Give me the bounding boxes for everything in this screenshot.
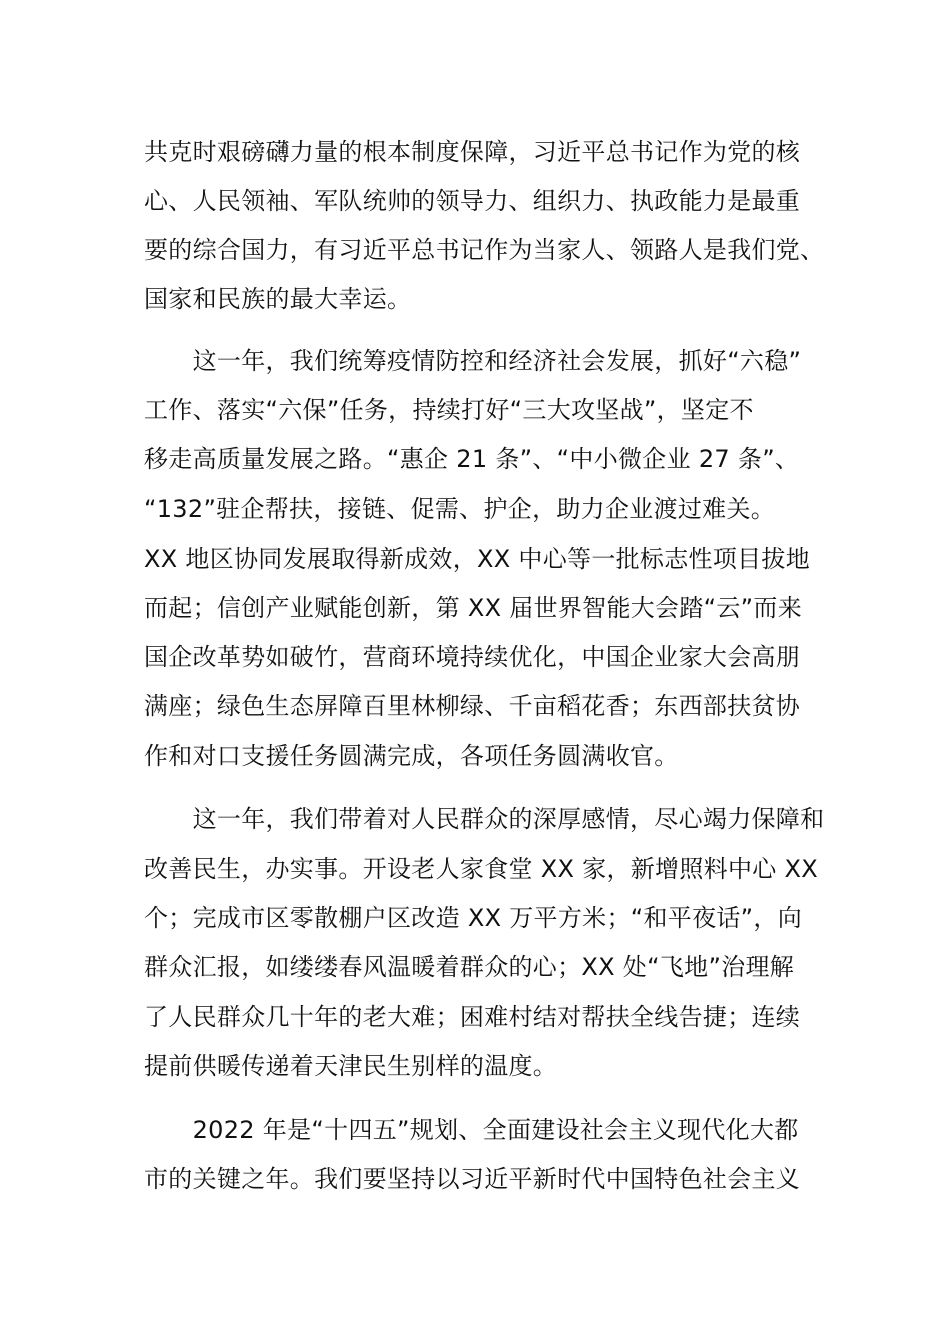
text-line: 而起；信创产业赋能创新，第 XX 届世界智能大会踏“云”而来	[144, 594, 803, 622]
text-line: 作和对口支援任务圆满完成，各项任务圆满收官。	[144, 742, 679, 770]
text-line: 了人民群众几十年的老大难；困难村结对帮扶全线告捷；连续	[144, 1003, 801, 1031]
text-line: 移走高质量发展之路。“惠企 21 条”、“中小微企业 27 条”、	[144, 445, 800, 473]
text-line: 这一年，我们统筹疫情防控和经济社会发展，抓好“六稳”	[144, 347, 802, 375]
text-line: 工作、落实“六保”任务，持续打好“三大攻坚战”，坚定不	[144, 396, 754, 424]
text-line: “132”驻企帮扶，接链、促需、护企，助力企业渡过难关。	[144, 495, 776, 523]
text-line: 共克时艰磅礴力量的根本制度保障，习近平总书记作为党的核	[144, 138, 801, 166]
text-line: XX 地区协同发展取得新成效，XX 中心等一批标志性项目拔地	[144, 545, 811, 573]
text-line: 市的关键之年。我们要坚持以习近平新时代中国特色社会主义	[144, 1165, 801, 1193]
text-line: 这一年，我们带着对人民群众的深厚感情，尽心竭力保障和	[144, 805, 825, 833]
text-line: 改善民生，办实事。开设老人家食堂 XX 家，新增照料中心 XX	[144, 855, 818, 883]
text-line: 提前供暖传递着天津民生别样的温度。	[144, 1052, 558, 1080]
text-line: 要的综合国力，有习近平总书记作为当家人、领路人是我们党、	[144, 236, 825, 264]
text-line: 国企改革势如破竹，营商环境持续优化，中国企业家大会高朋	[144, 643, 801, 671]
text-line: 满座；绿色生态屏障百里林柳绿、千亩稻花香；东西部扶贫协	[144, 692, 801, 720]
text-line: 2022 年是“十四五”规划、全面建设社会主义现代化大都	[144, 1116, 799, 1144]
text-line: 国家和民族的最大幸运。	[144, 285, 412, 313]
text-line: 群众汇报，如缕缕春风温暖着群众的心；XX 处“飞地”治理解	[144, 953, 795, 981]
text-line: 个；完成市区零散棚户区改造 XX 万平方米；“和平夜话”，向	[144, 904, 803, 932]
text-line: 心、人民领袖、军队统帅的领导力、组织力、执政能力是最重	[144, 187, 801, 215]
